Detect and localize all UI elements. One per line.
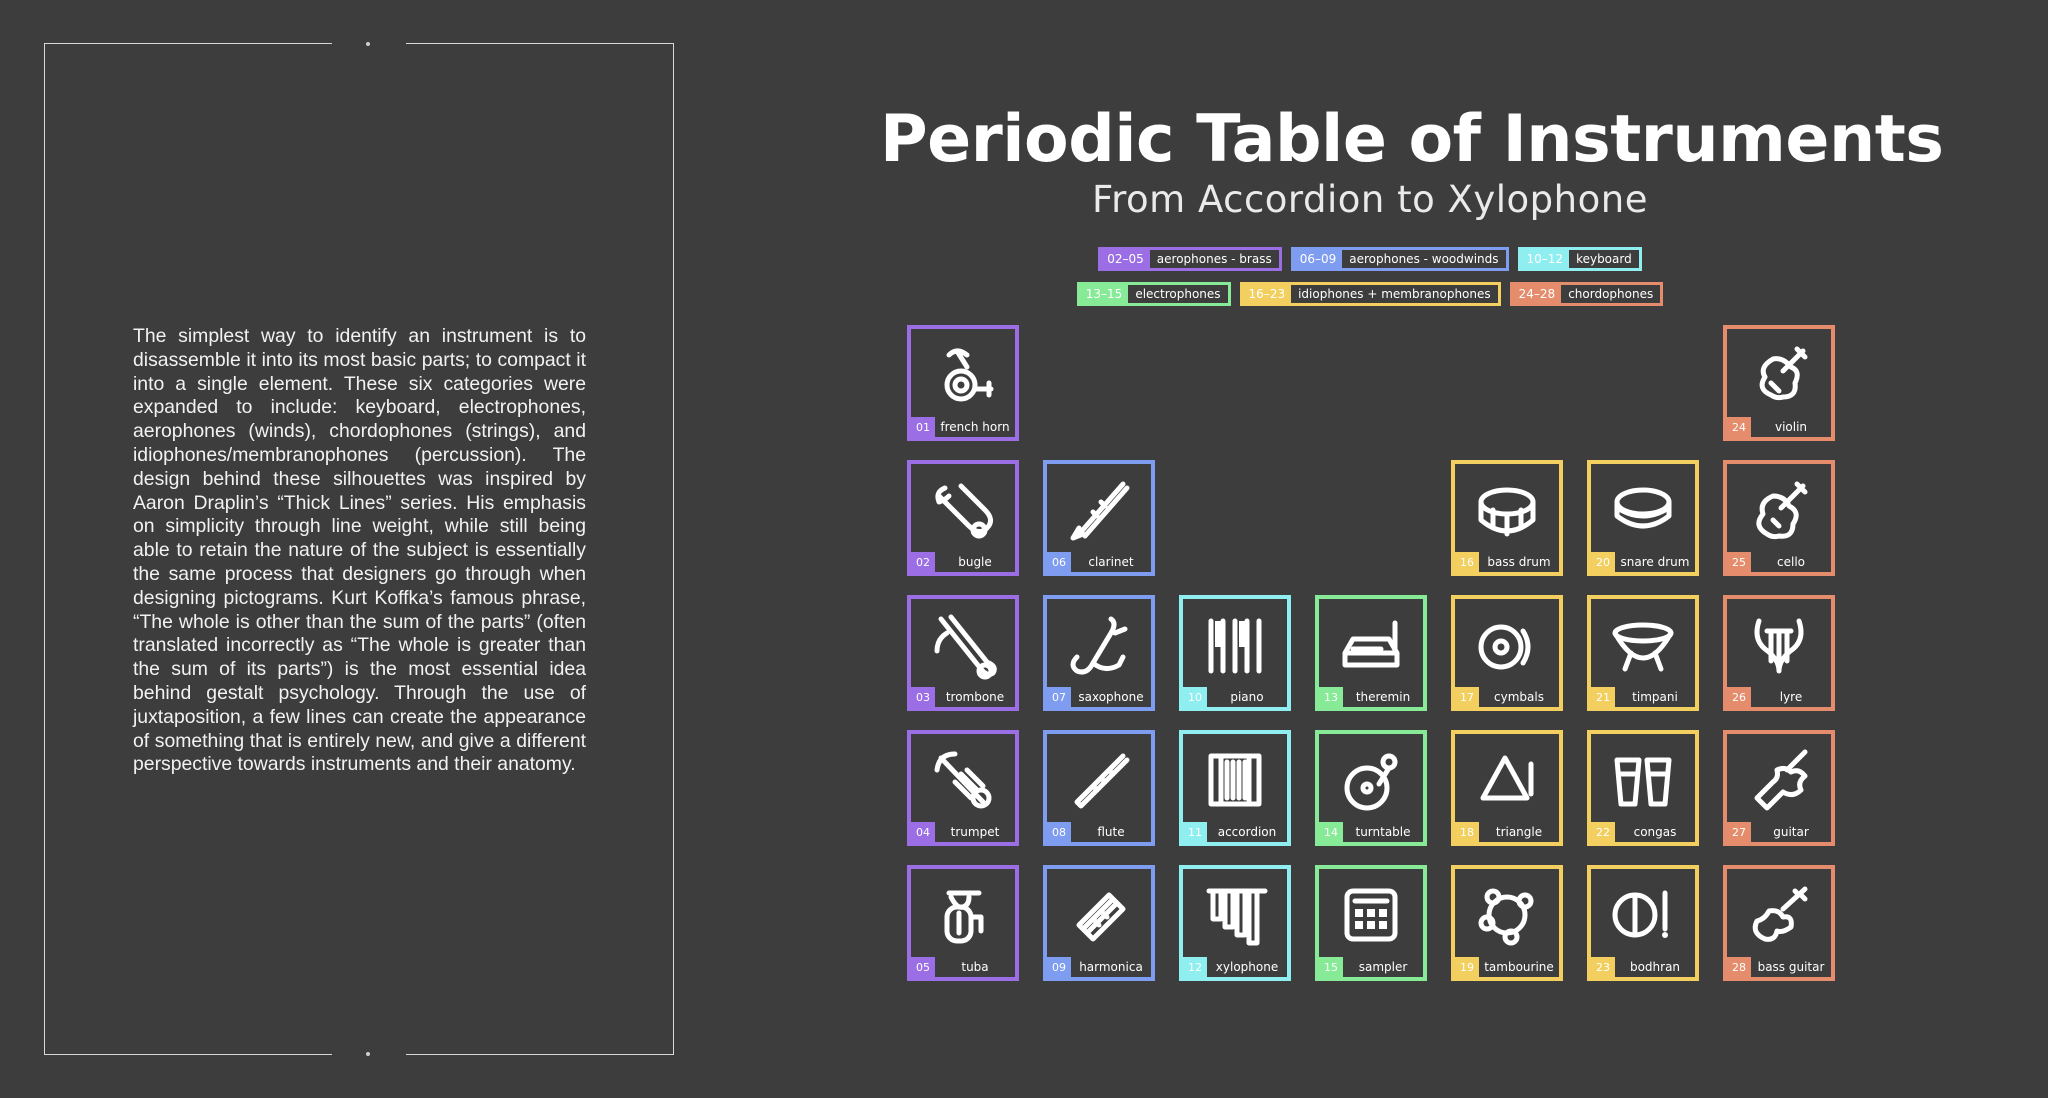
element-tile (1315, 730, 1427, 846)
element-name: bodhran (1615, 957, 1695, 977)
element-tile (907, 730, 1019, 846)
tile-footer (1727, 552, 1831, 572)
element-number: 22 (1591, 822, 1615, 842)
tile-footer (1727, 417, 1831, 437)
cello-icon (1743, 474, 1815, 546)
element-name: tambourine (1479, 957, 1559, 977)
tile-footer (1455, 687, 1559, 707)
element-number: 19 (1455, 957, 1479, 977)
tile-footer (1591, 687, 1695, 707)
element-name: trumpet (935, 822, 1015, 842)
element-number: 08 (1047, 822, 1071, 842)
page-title: Periodic Table of Instruments (880, 102, 1944, 177)
bugle-icon (927, 474, 999, 546)
element-number: 10 (1183, 687, 1207, 707)
element-tile (1043, 865, 1155, 981)
tile-footer (1183, 822, 1287, 842)
tile-footer (1047, 957, 1151, 977)
element-name: lyre (1751, 687, 1831, 707)
legend-range: 13–15 (1080, 285, 1129, 303)
element-tile (1043, 730, 1155, 846)
element-number: 12 (1183, 957, 1207, 977)
element-number: 17 (1455, 687, 1479, 707)
tile-footer (1319, 687, 1423, 707)
element-tile (1451, 865, 1563, 981)
legend-item (1240, 282, 1501, 306)
sampler-icon (1335, 879, 1407, 951)
tile-footer (1319, 822, 1423, 842)
element-number: 18 (1455, 822, 1479, 842)
theremin-icon (1335, 609, 1407, 681)
element-name: xylophone (1207, 957, 1287, 977)
element-name: triangle (1479, 822, 1559, 842)
element-number: 04 (911, 822, 935, 842)
legend-item (1098, 247, 1281, 271)
element-tile (1723, 325, 1835, 441)
element-number: 20 (1591, 552, 1615, 572)
tile-footer (911, 417, 1015, 437)
element-tile (907, 865, 1019, 981)
legend-label: idiophones + membranophones (1291, 285, 1498, 303)
tile-footer (911, 687, 1015, 707)
element-tile (1587, 595, 1699, 711)
legend-label: keyboard (1569, 250, 1639, 268)
element-number: 11 (1183, 822, 1207, 842)
tile-footer (911, 552, 1015, 572)
legend-row (880, 247, 1860, 271)
element-name: saxophone (1071, 687, 1151, 707)
legend-range: 16–23 (1243, 285, 1292, 303)
french-horn-icon (927, 339, 999, 411)
element-number: 06 (1047, 552, 1071, 572)
element-name: piano (1207, 687, 1287, 707)
saxophone-icon (1063, 609, 1135, 681)
element-number: 16 (1455, 552, 1479, 572)
tile-footer (911, 822, 1015, 842)
element-number: 23 (1591, 957, 1615, 977)
tile-footer (911, 957, 1015, 977)
legend-label: aerophones - woodwinds (1342, 250, 1505, 268)
turntable-icon (1335, 744, 1407, 816)
tile-footer (1183, 687, 1287, 707)
xylophone-icon (1199, 879, 1271, 951)
violin-icon (1743, 339, 1815, 411)
element-name: trombone (935, 687, 1015, 707)
element-number: 25 (1727, 552, 1751, 572)
tile-footer (1047, 687, 1151, 707)
element-name: bugle (935, 552, 1015, 572)
element-name: theremin (1343, 687, 1423, 707)
instrument-grid (907, 325, 1835, 981)
tile-footer (1183, 957, 1287, 977)
legend-label: electrophones (1128, 285, 1227, 303)
element-tile (1043, 595, 1155, 711)
tile-footer (1591, 957, 1695, 977)
legend-range: 24–28 (1513, 285, 1562, 303)
lyre-icon (1743, 609, 1815, 681)
legend-item (1291, 247, 1509, 271)
element-name: cymbals (1479, 687, 1559, 707)
legend-range: 06–09 (1294, 250, 1343, 268)
cymbals-icon (1471, 609, 1543, 681)
element-tile (1451, 595, 1563, 711)
element-tile (1179, 865, 1291, 981)
element-name: cello (1751, 552, 1831, 572)
legend-item (1510, 282, 1664, 306)
element-number: 02 (911, 552, 935, 572)
element-name: bass guitar (1751, 957, 1831, 977)
flute-icon (1063, 744, 1135, 816)
triangle-icon (1471, 744, 1543, 816)
tile-footer (1047, 552, 1151, 572)
frame-bottom-dot (366, 1052, 370, 1056)
element-name: snare drum (1615, 552, 1695, 572)
element-tile (907, 595, 1019, 711)
bass-guitar-icon (1743, 879, 1815, 951)
element-number: 21 (1591, 687, 1615, 707)
element-number: 05 (911, 957, 935, 977)
element-number: 26 (1727, 687, 1751, 707)
legend-row (880, 282, 1860, 306)
legend-item (1518, 247, 1642, 271)
element-name: sampler (1343, 957, 1423, 977)
element-name: accordion (1207, 822, 1287, 842)
accordion-icon (1199, 744, 1271, 816)
element-tile (1043, 460, 1155, 576)
tile-footer (1455, 822, 1559, 842)
element-number: 01 (911, 417, 935, 437)
element-number: 03 (911, 687, 935, 707)
tile-footer (1319, 957, 1423, 977)
element-name: guitar (1751, 822, 1831, 842)
legend-label: chordophones (1561, 285, 1660, 303)
element-tile (1451, 460, 1563, 576)
piano-icon (1199, 609, 1271, 681)
element-tile (907, 325, 1019, 441)
tile-footer (1727, 687, 1831, 707)
element-number: 24 (1727, 417, 1751, 437)
element-name: tuba (935, 957, 1015, 977)
element-tile (1723, 730, 1835, 846)
element-name: timpani (1615, 687, 1695, 707)
tile-footer (1727, 957, 1831, 977)
element-tile (1451, 730, 1563, 846)
element-name: turntable (1343, 822, 1423, 842)
clarinet-icon (1063, 474, 1135, 546)
harmonica-icon (1063, 879, 1135, 951)
element-number: 09 (1047, 957, 1071, 977)
legend-range: 02–05 (1101, 250, 1150, 268)
element-tile (1723, 865, 1835, 981)
element-tile (1179, 730, 1291, 846)
element-tile (1315, 595, 1427, 711)
snare-drum-icon (1607, 474, 1679, 546)
page-subtitle: From Accordion to Xylophone (1092, 178, 1648, 221)
element-tile (1723, 595, 1835, 711)
element-tile (1315, 865, 1427, 981)
element-name: clarinet (1071, 552, 1151, 572)
tile-footer (1047, 822, 1151, 842)
element-name: flute (1071, 822, 1151, 842)
bass-drum-icon (1471, 474, 1543, 546)
tile-footer (1727, 822, 1831, 842)
legend-item (1077, 282, 1231, 306)
element-tile (1723, 460, 1835, 576)
tambourine-icon (1471, 879, 1543, 951)
element-number: 13 (1319, 687, 1343, 707)
tile-footer (1455, 552, 1559, 572)
tile-footer (1591, 822, 1695, 842)
element-number: 07 (1047, 687, 1071, 707)
trombone-icon (927, 609, 999, 681)
element-number: 14 (1319, 822, 1343, 842)
guitar-icon (1743, 744, 1815, 816)
congas-icon (1607, 744, 1679, 816)
element-number: 15 (1319, 957, 1343, 977)
tile-footer (1591, 552, 1695, 572)
element-tile (1587, 730, 1699, 846)
element-tile (1587, 865, 1699, 981)
element-number: 27 (1727, 822, 1751, 842)
bodhran-icon (1607, 879, 1679, 951)
timpani-icon (1607, 609, 1679, 681)
element-tile (1587, 460, 1699, 576)
element-name: violin (1751, 417, 1831, 437)
element-name: bass drum (1479, 552, 1559, 572)
element-number: 28 (1727, 957, 1751, 977)
tuba-icon (927, 879, 999, 951)
tile-footer (1455, 957, 1559, 977)
element-name: congas (1615, 822, 1695, 842)
element-name: french horn (935, 417, 1015, 437)
essay-text: The simplest way to identify an instrument is to disassemble it into its most basic parts; to compact it into a single element. These six categories were expanded to include: keyboard, electrophones, aerophones (winds), chordophones (strings), and idiophones/membranophones (percussion). The design behind these silhouettes was inspired by Aaron Draplin’s “Thick Lines” series. His emphasis on simplicity through line weight, while still being able to retain the nature of the subject is essentially the same process that designers go through when designing pictograms. Kurt Koffka’s famous phrase, “The whole is other than the sum of the parts” (often translated incorrectly as “The whole is greater than the sum of its parts”) is the most essential idea behind gestalt psychology. Through the use of juxtaposition, a few lines can create the appearance of something that is entirely new, and give a different perspective towards instruments and their anatomy. (133, 325, 586, 776)
element-name: harmonica (1071, 957, 1151, 977)
frame-top-dot (366, 42, 370, 46)
element-tile (1179, 595, 1291, 711)
element-tile (907, 460, 1019, 576)
legend-label: aerophones - brass (1150, 250, 1279, 268)
legend-range: 10–12 (1521, 250, 1570, 268)
trumpet-icon (927, 744, 999, 816)
